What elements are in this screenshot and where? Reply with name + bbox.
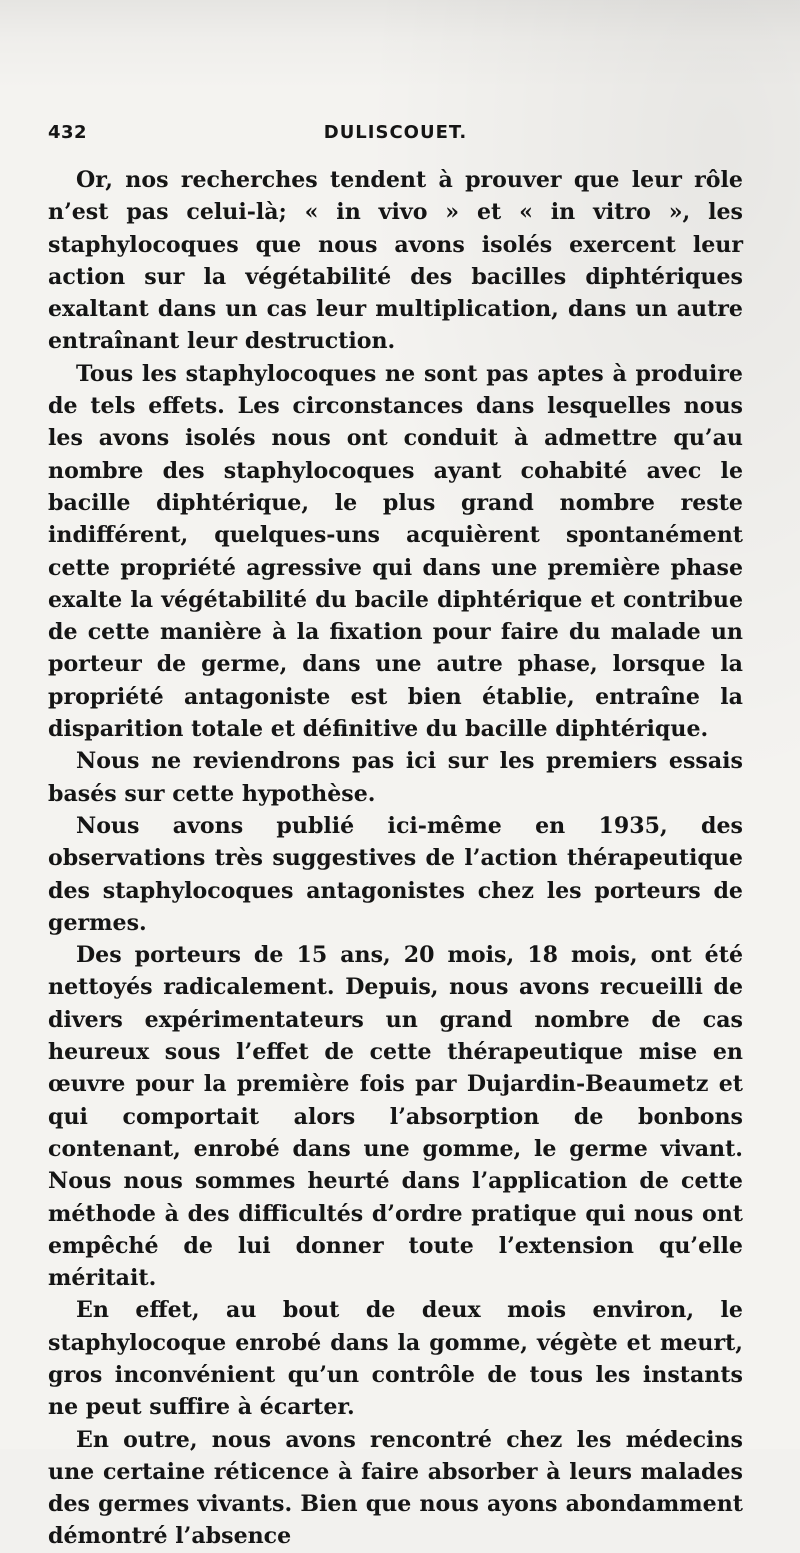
paragraph: Tous les staphylocoques ne sont pas aptes à produire de tels effets. Les circonstances dans lesquelles nous les avons isolés nous ont conduit à admettre qu’au nombre des staphylocoques ayant cohabité avec le bacille diphtérique, le plus grand nombre reste indifférent, quelques-uns acquièrent spontanément cette propriété agressive qui dans une première phase exalte la végétabilité du bacile diphtérique et contribue de cette manière à la fixation pour faire du malade un porteur de germe, dans une autre phase, lorsque la propriété antagoniste est bien établie, entraîne la disparition totale et définitive du bacille diphtérique. — [48, 360, 743, 743]
body-text — [48, 164, 743, 1553]
paragraph: Des porteurs de 15 ans, 20 mois, 18 mois, ont été nettoyés radicalement. Depuis, nous avons recueilli de divers expérimentateurs un grand nombre de cas heureux sous l’effet de cette thérapeutique mise en œuvre pour la première fois par Dujardin-Beaumetz et qui comportait alors l’absorption de bonbons contenant, enrobé dans une gomme, le germe vivant. Nous nous sommes heurté dans l’application de cette méthode à des difficultés d’ordre pratique qui nous ont empêché de lui donner toute l’extension qu’elle méritait. — [48, 942, 743, 1292]
page-header — [48, 122, 743, 150]
paragraph: En effet, au bout de deux mois environ, le staphylocoque enrobé dans la gomme, végète et meurt, gros inconvénient qu’un contrôle de tous les instants ne peut suffire à écarter. — [48, 1297, 743, 1421]
paragraph: Or, nos recherches tendent à prouver que leur rôle n’est pas celui-là; « in vivo » et « in vitro », les staphylocoques que nous avons isolés exercent leur action sur la végétabilité des bacilles diphtériques exaltant dans un cas leur multiplication, dans un autre entraînant leur destruction. — [48, 167, 743, 355]
paragraph: Nous avons publié ici-même en 1935, des observations très suggestives de l’action thérapeutique des staphylocoques antagonistes chez les porteurs de germes. — [48, 812, 743, 936]
paragraph: Nous ne reviendrons pas ici sur les premiers essais basés sur cette hypothèse. — [48, 748, 743, 807]
running-head: DULISCOUET. — [323, 122, 468, 143]
paragraph: En outre, nous avons rencontré chez les médecins une certaine réticence à faire absorber à leurs malades des germes vivants. Bien que nous ayons abondamment démontré l’absence — [48, 1426, 743, 1550]
page-number: 432 — [48, 122, 88, 143]
